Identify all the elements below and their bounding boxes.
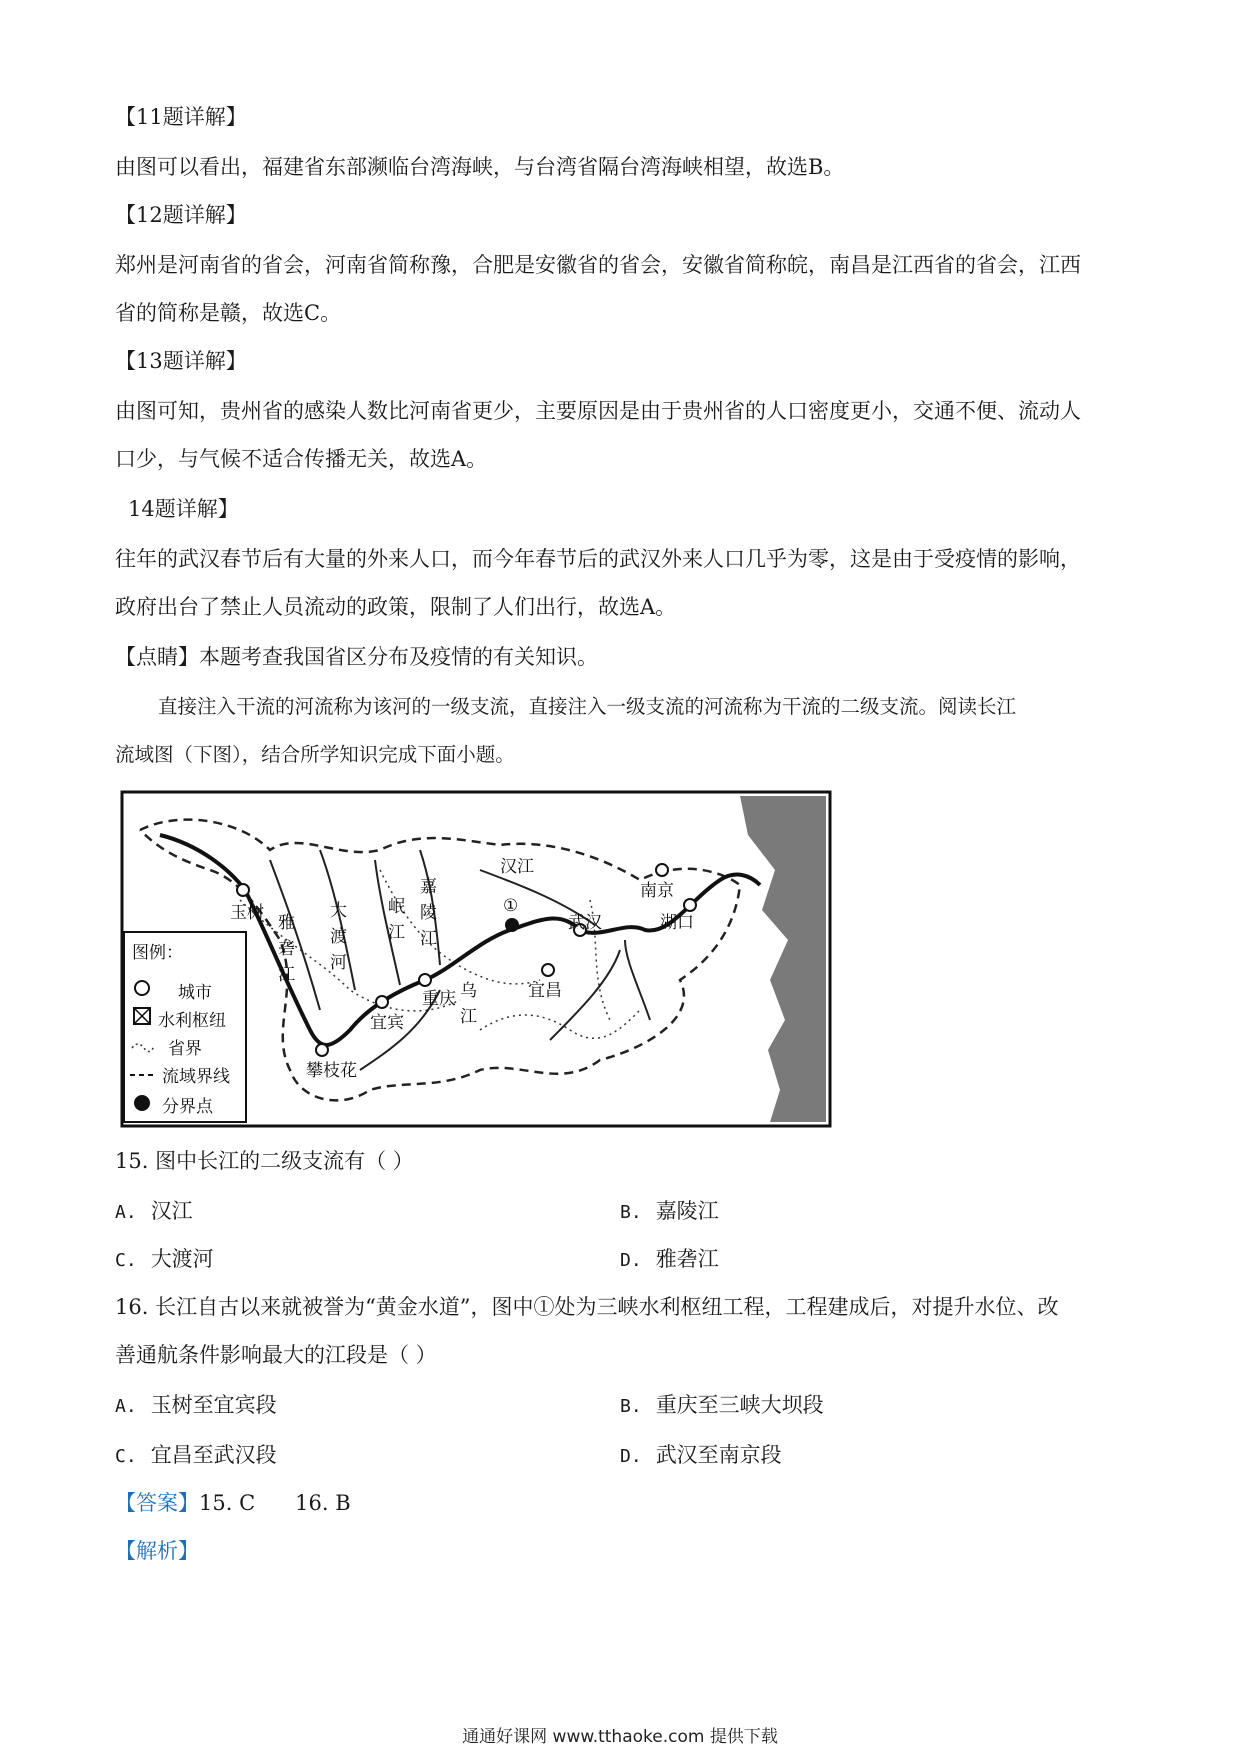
legend-basin: 流域界线 — [162, 1067, 230, 1087]
city-nanjing: 南京 — [640, 881, 674, 901]
point-text: 本题考查我国省区分布及疫情的有关知识。 — [199, 645, 598, 669]
footer-text: 通通好课网 www.tthaoke.com 提供下载 — [462, 1727, 778, 1747]
q16-option-a: A. 玉树至宜宾段 — [115, 1393, 277, 1417]
river-yalong: 雅砻江 — [278, 913, 295, 985]
q13-text-2: 口少，与气候不适合传播无关，故选A。 — [115, 447, 488, 471]
legend-province: 省界 — [168, 1039, 202, 1059]
map-labels — [120, 790, 832, 1128]
q14-text-2: 政府出台了禁止人员流动的政策，限制了人们出行，故选A。 — [115, 595, 677, 619]
city-yichang: 宜昌 — [528, 981, 562, 1001]
intro-text-2: 流域图（下图），结合所学知识完成下面小题。 — [115, 743, 515, 766]
q15-option-a: A. 汉江 — [115, 1199, 193, 1223]
answer-line — [115, 1488, 351, 1518]
legend-title: 图例： — [132, 943, 183, 963]
lake-hukou: 湖口 — [660, 913, 694, 933]
river-dadu: 大渡河 — [330, 901, 347, 973]
q16-option-d: D. 武汉至南京段 — [620, 1443, 782, 1467]
answer-16: 16. B — [295, 1491, 351, 1515]
q15-option-c: C. 大渡河 — [115, 1247, 214, 1271]
q13-heading: 【13题详解】 — [115, 349, 247, 373]
answer-15: 15. C — [199, 1491, 256, 1515]
river-jialing: 嘉陵江 — [420, 877, 437, 949]
q14-text-1: 往年的武汉春节后有大量的外来人口，而今年春节后的武汉外来人口几乎为零，这是由于受疫情的影响， — [115, 547, 1081, 571]
city-wuhan: 武汉 — [568, 913, 602, 933]
river-wu: 乌江 — [460, 981, 477, 1027]
point-note — [115, 642, 598, 672]
river-han: 汉江 — [500, 857, 534, 877]
q15-stem: 15. 图中长江的二级支流有（ ） — [115, 1149, 414, 1173]
point-label: 【点睛】 — [115, 645, 199, 669]
city-chongqing: 重庆 — [422, 989, 456, 1009]
q11-heading: 【11题详解】 — [115, 105, 247, 129]
three-gorges-marker: ① — [503, 896, 519, 916]
intro-text-1: 直接注入干流的河流称为该河的一级支流，直接注入一级支流的河流称为干流的二级支流。阅读长江 — [158, 695, 1017, 718]
q15-option-d: D. 雅砻江 — [620, 1247, 719, 1271]
q15-option-b: B. 嘉陵江 — [620, 1199, 719, 1223]
river-min: 岷江 — [388, 897, 405, 943]
q16-option-c: C. 宜昌至武汉段 — [115, 1443, 277, 1467]
q16-stem-1: 16. 长江自古以来就被誉为“黄金水道”，图中①处为三峡水利枢纽工程，工程建成后，对提升水位、改 — [115, 1295, 1059, 1319]
q13-text-1: 由图可知，贵州省的感染人数比河南省更少，主要原因是由于贵州省的人口密度更小，交通不便、流动人 — [115, 399, 1081, 423]
q11-text: 由图可以看出，福建省东部濒临台湾海峡，与台湾省隔台湾海峡相望，故选B。 — [115, 155, 845, 179]
q16-stem-2: 善通航条件影响最大的江段是（ ） — [115, 1343, 437, 1367]
answer-label: 【答案】 — [115, 1491, 199, 1515]
city-yibin: 宜宾 — [370, 1013, 404, 1033]
q12-text-2: 省的简称是赣，故选C。 — [115, 301, 342, 325]
analysis-label: 【解析】 — [115, 1539, 199, 1563]
q12-text-1: 郑州是河南省的省会，河南省简称豫，合肥是安徽省的省会，安徽省简称皖，南昌是江西省的省会，江西 — [115, 253, 1081, 277]
city-yushu: 玉树 — [230, 903, 264, 923]
q14-heading: 14题详解】 — [128, 497, 239, 521]
legend-city: 城市 — [178, 983, 212, 1003]
legend-hydro: 水利枢纽 — [158, 1011, 226, 1031]
q16-option-b: B. 重庆至三峡大坝段 — [620, 1393, 824, 1417]
legend-boundary-point: 分界点 — [162, 1097, 213, 1117]
city-panzhihua: 攀枝花 — [306, 1061, 357, 1081]
q12-heading: 【12题详解】 — [115, 203, 247, 227]
